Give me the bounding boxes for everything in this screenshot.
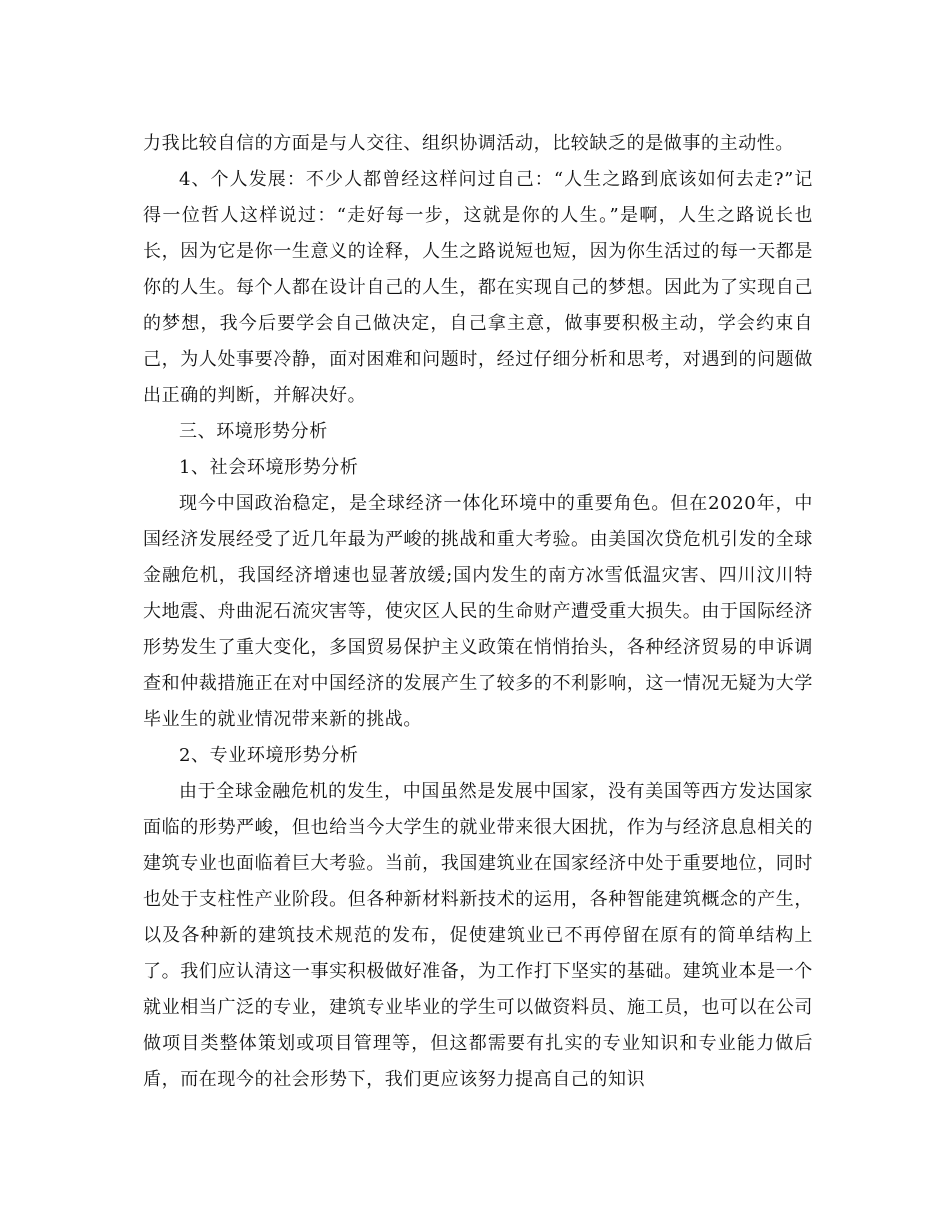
paragraph-personal-development: 4、个人发展：不少人都曾经这样问过自己：“人生之路到底该如何去走?”记得一位哲人这样说过：“走好每一步，这就是你的人生。”是啊，人生之路说长也长，因为它是你一生意义的诠释，人生之路说短也短，因为你生活过的每一天都是你的人生。每个人都在设计自己的人生，都在实现自己的梦想。因此为了实现自己的梦想，我今后要学会自己做决定，自己拿主意，做事要积极主动，学会约束自己，为人处事要冷静，面对困难和问题时，经过仔细分析和思考，对遇到的问题做出正确的判断，并解决好。 — [143, 169, 813, 406]
paragraph-social-environment: 现今中国政治稳定，是全球经济一体化环境中的重要角色。但在2020年，中国经济发展经受了近几年最为严峻的挑战和重大考验。由美国次贷危机引发的全球金融危机，我国经济增速也显著放缓;国内发生的南方冰雪低温灾害、四川汶川特大地震、舟曲泥石流灾害等，使灾区人民的生命财产遭受重大损失。由于国际经济形势发生了重大变化，多国贸易保护主义政策在悄悄抬头，各种经济贸易的申诉调查和仲裁措施正在对中国经济的发展产生了较多的不利影响，这一情况无疑为大学毕业生的就业情况带来新的挑战。 — [143, 493, 813, 730]
document-body — [143, 126, 813, 1098]
paragraph-professional-environment: 由于全球金融危机的发生，中国虽然是发展中国家，没有美国等西方发达国家面临的形势严峻，但也给当今大学生的就业带来很大困扰，作为与经济息息相关的建筑专业也面临着巨大考验。当前，我国建筑业在国家经济中处于重要地位，同时也处于支柱性产业阶段。但各种新材料新技术的运用，各种智能建筑概念的产生，以及各种新的建筑技术规范的发布，促使建筑业已不再停留在原有的简单结构上了。我们应认清这一事实积极做好准备，为工作打下坚实的基础。建筑业本是一个就业相当广泛的专业，建筑专业毕业的学生可以做资料员、施工员，也可以在公司做项目类整体策划或项目管理等，但这都需要有扎实的专业知识和专业能力做后盾，而在现今的社会形势下，我们更应该努力提高自己的知识 — [143, 781, 813, 1090]
section-heading-environment-analysis: 三、环境形势分析 — [179, 421, 328, 442]
subheading-social-environment: 1、社会环境形势分析 — [179, 457, 359, 478]
paragraph-continuation: 力我比较自信的方面是与人交往、组织协调活动，比较缺乏的是做事的主动性。 — [143, 133, 794, 154]
subheading-professional-environment: 2、专业环境形势分析 — [179, 745, 359, 766]
